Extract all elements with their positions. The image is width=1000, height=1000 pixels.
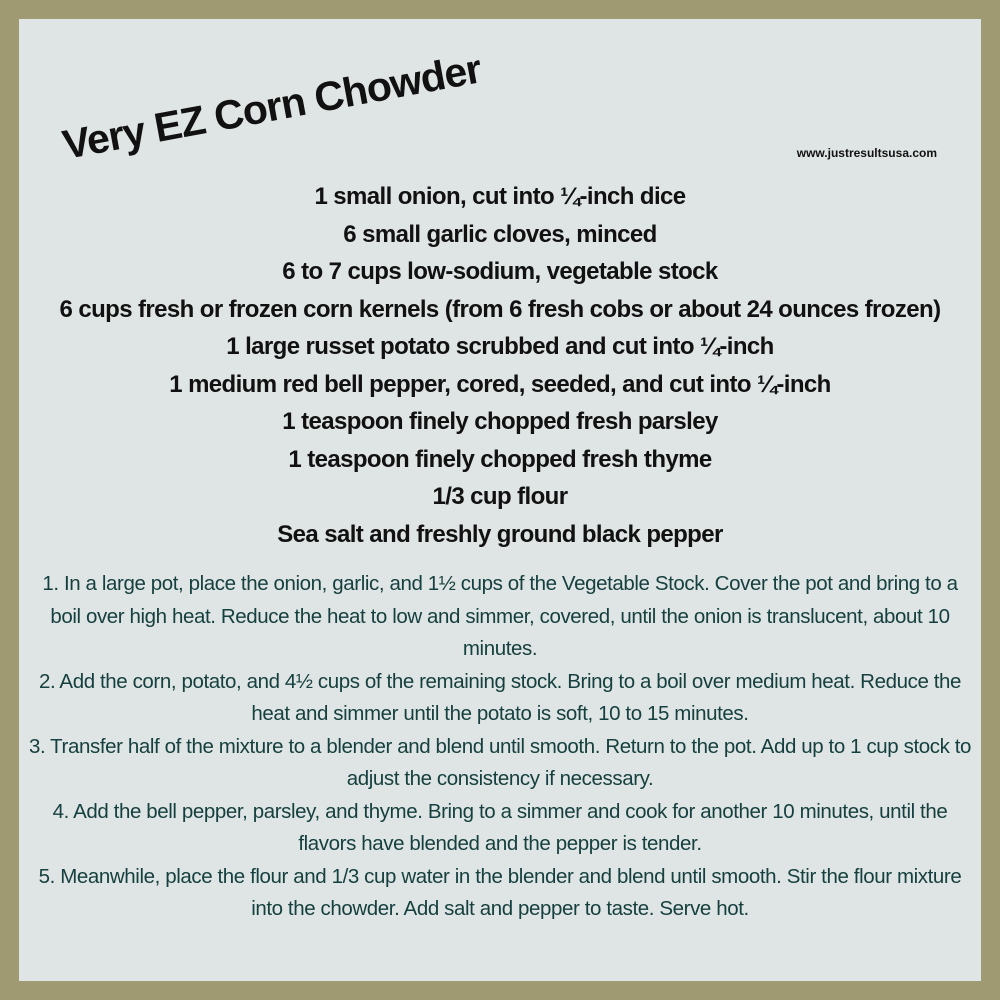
ingredient-item: 1/3 cup flour xyxy=(432,483,568,510)
instruction-step: 5. Meanwhile, place the flour and 1/3 cup water in the blender and blend until smooth. Stir the flour mixture into the chowder. Add salt and pepper to taste. Serve hot. xyxy=(38,864,962,920)
ingredient-item: 6 small garlic cloves, minced xyxy=(343,220,657,248)
instruction-step: 1. In a large pot, place the onion, garlic, and 1½ cups of the Vegetable Stock. Cover the pot and bring to a boil over high heat. Reduce the heat to low and simmer, covered, until the onion is translucent, about 10 minutes. xyxy=(42,572,958,660)
ingredient-item: 1 teaspoon finely chopped fresh parsley xyxy=(282,408,718,435)
ingredient-item: 1 teaspoon finely chopped fresh thyme xyxy=(288,445,712,473)
ingredient-item: Sea salt and freshly ground black pepper xyxy=(277,520,723,548)
instruction-step: 4. Add the bell pepper, parsley, and thyme. Bring to a simmer and cook for another 10 minutes, until the flavors have blended and the pepper is tender. xyxy=(52,799,948,855)
ingredient-item: 1 small onion, cut into ¼-inch dice xyxy=(314,183,686,210)
recipe-title: Very EZ Corn Chowder xyxy=(58,45,485,168)
ingredients-list xyxy=(19,178,981,553)
recipe-card xyxy=(19,19,981,981)
website-url: www.justresultsusa.com xyxy=(796,146,937,160)
instruction-step: 3. Transfer half of the mixture to a blender and blend until smooth. Return to the pot. Add up to 1 cup stock to adjust the consistency if necessary. xyxy=(28,734,972,790)
ingredient-item: 1 medium red bell pepper, cored, seeded, and cut into ¼-inch xyxy=(169,370,831,398)
ingredient-item: 6 to 7 cups low-sodium, vegetable stock xyxy=(282,258,718,285)
ingredient-item: 1 large russet potato scrubbed and cut into ¼-inch xyxy=(226,333,774,360)
instructions xyxy=(27,568,973,926)
instruction-step: 2. Add the corn, potato, and 4½ cups of the remaining stock. Bring to a boil over medium heat. Reduce the heat and simmer until the potato is soft, 10 to 15 minutes. xyxy=(38,669,962,725)
ingredient-item: 6 cups fresh or frozen corn kernels (from 6 fresh cobs or about 24 ounces frozen) xyxy=(59,295,941,323)
